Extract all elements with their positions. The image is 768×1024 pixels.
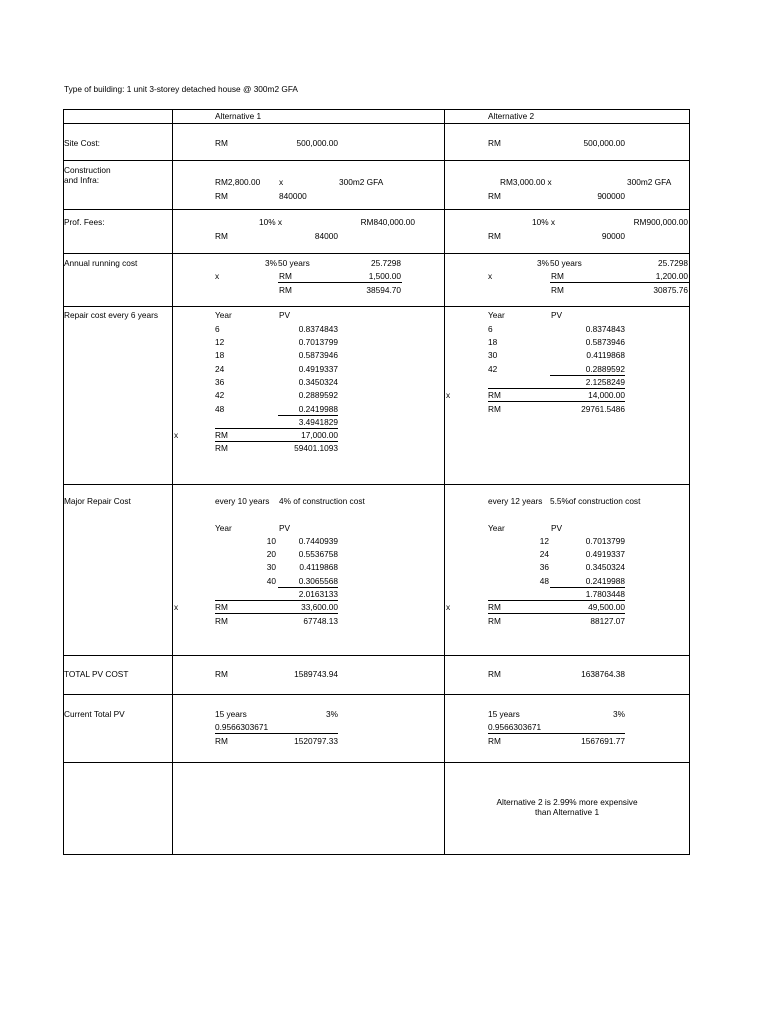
alt2-repair-amount-rm: RM	[488, 390, 501, 400]
row-label-major-repair: Major Repair Cost	[64, 496, 131, 506]
alt1-construction-rm: RM	[215, 191, 228, 201]
alt1-repair-pv: 0.2889592	[298, 390, 338, 400]
alt1-fees-pct: 10% x	[259, 217, 283, 227]
alt2-major-pv: 0.4919337	[585, 549, 625, 559]
row-divider	[63, 253, 690, 254]
alt2-fees-total: 90000	[601, 231, 625, 241]
alt2-current-rate: 3%	[613, 709, 625, 719]
alt1-repair-year: 12	[215, 337, 225, 347]
alt1-fees-base: RM840,000.00	[360, 217, 415, 227]
alt2-major-total-rm: RM	[488, 616, 501, 626]
alt2-major-pv: 0.2419988	[585, 576, 625, 586]
header-alternative-2: Alternative 2	[488, 111, 535, 121]
alt2-major-underline-2	[488, 600, 625, 601]
alt2-running-underline	[550, 282, 689, 283]
alt1-major-pv: 0.5536758	[298, 549, 338, 559]
alt1-repair-sum: 3.4941829	[298, 417, 338, 427]
alt1-repair-amount: 17,000.00	[301, 430, 338, 440]
alt2-current-years: 15 years	[488, 709, 520, 719]
row-label-site-cost: Site Cost:	[64, 138, 100, 148]
alt1-fees-rm: RM	[215, 231, 228, 241]
alt1-running-years: 50 years	[278, 258, 310, 268]
alt1-major-year: 30	[266, 562, 276, 572]
alt1-running-total-rm: RM	[279, 285, 292, 295]
alt2-site-value: 500,000.00	[583, 138, 625, 148]
alt1-running-amount: 1,500.00	[368, 271, 401, 281]
alt1-major-year-header: Year	[215, 523, 232, 533]
alt1-major-underline-2	[215, 600, 338, 601]
alt1-repair-amount-rm: RM	[215, 430, 228, 440]
alt1-repair-underline	[278, 415, 338, 416]
alt2-repair-pv-header: PV	[551, 310, 563, 320]
alt2-running-x: x	[488, 271, 493, 281]
alt1-repair-underline-2	[215, 428, 338, 429]
alt2-total-rm: RM	[488, 669, 501, 679]
column-divider	[444, 109, 445, 854]
conclusion-text-2: than Alternative 1	[534, 807, 600, 817]
alt1-repair-underline-3	[215, 441, 338, 442]
alt2-major-pv: 0.3450324	[585, 562, 625, 572]
alt2-major-year-header: Year	[488, 523, 505, 533]
alt1-repair-pv: 0.8374843	[298, 324, 338, 334]
alt2-construction-rate: RM3,000.00 x	[500, 177, 552, 187]
alt2-repair-underline-3	[488, 401, 625, 402]
alt1-major-pv: 0.3065568	[298, 576, 338, 586]
row-label-construction: Construction	[64, 165, 111, 175]
alt2-major-pv: 0.7013799	[585, 536, 625, 546]
alt2-running-total-rm: RM	[551, 285, 564, 295]
alt1-major-pv: 0.7440939	[298, 536, 338, 546]
alt2-major-x: x	[446, 602, 451, 612]
alt1-construction-rate: RM2,800.00	[215, 177, 261, 187]
alt1-major-year: 40	[266, 576, 276, 586]
alt1-repair-year-header: Year	[215, 310, 232, 320]
alt2-repair-year: 42	[488, 364, 498, 374]
alt1-running-rm: RM	[279, 271, 292, 281]
alt1-construction-x: x	[279, 177, 284, 187]
alt2-repair-pv: 0.4119868	[586, 350, 625, 360]
alt2-repair-year: 6	[488, 324, 493, 334]
alt2-major-amount-rm: RM	[488, 602, 501, 612]
alt1-running-underline	[278, 282, 402, 283]
alt1-repair-pv: 0.4919337	[298, 364, 338, 374]
alt1-running-x: x	[215, 271, 220, 281]
alt2-repair-pv: 0.2889592	[585, 364, 625, 374]
row-label-prof-fees: Prof. Fees:	[64, 217, 105, 227]
alt2-construction-total: 900000	[597, 191, 625, 201]
alt1-current-total: 1520797.33	[294, 736, 338, 746]
alt1-major-year: 20	[266, 549, 276, 559]
alt2-running-total: 30875.76	[653, 285, 688, 295]
alt2-site-rm: RM	[488, 138, 501, 148]
page-title: Type of building: 1 unit 3-storey detached house @ 300m2 GFA	[64, 84, 298, 94]
alt1-repair-year: 48	[215, 404, 225, 414]
alt1-major-pv: 0.4119868	[299, 562, 338, 572]
row-label-annual-running: Annual running cost	[64, 258, 138, 268]
alt1-major-underline-3	[215, 613, 338, 614]
alt1-major-underline	[278, 587, 338, 588]
alt2-repair-year: 30	[488, 350, 498, 360]
alt2-fees-pct: 10% x	[532, 217, 556, 227]
alt2-total-pv: 1638764.38	[581, 669, 625, 679]
alt2-major-year: 36	[539, 562, 549, 572]
alt2-running-years: 50 years	[550, 258, 582, 268]
alt1-construction-total: 840000	[279, 191, 307, 201]
alt1-major-pv-header: PV	[279, 523, 291, 533]
alt1-repair-year: 6	[215, 324, 220, 334]
alt1-current-years: 15 years	[215, 709, 247, 719]
alt2-major-total: 88127.07	[590, 616, 625, 626]
table-border-right	[689, 109, 690, 854]
alt1-current-rate: 3%	[326, 709, 338, 719]
alt1-repair-pv: 0.7013799	[298, 337, 338, 347]
row-divider	[63, 123, 690, 124]
alt2-major-year: 12	[539, 536, 549, 546]
row-label-construction-2: and Infra:	[64, 175, 100, 185]
alt1-repair-pv-header: PV	[279, 310, 291, 320]
row-divider	[63, 762, 690, 763]
alt1-repair-year: 24	[215, 364, 225, 374]
alt2-fees-rm: RM	[488, 231, 501, 241]
alt2-major-amount: 49,500.00	[588, 602, 625, 612]
alt1-repair-total-rm: RM	[215, 443, 228, 453]
row-divider	[63, 209, 690, 210]
alt1-repair-pv: 0.3450324	[298, 377, 338, 387]
alt2-repair-sum: 2.1258249	[585, 377, 625, 387]
alt1-major-total-rm: RM	[215, 616, 228, 626]
alt1-major-amount-rm: RM	[215, 602, 228, 612]
alt1-current-rm: RM	[215, 736, 228, 746]
row-divider	[63, 306, 690, 307]
alt1-total-pv: 1589743.94	[294, 669, 338, 679]
alt2-repair-pv: 0.5873946	[585, 337, 625, 347]
column-divider	[172, 109, 173, 854]
alt1-repair-year: 42	[215, 390, 225, 400]
alt1-repair-pv: 0.2419988	[298, 404, 338, 414]
alt2-fees-base: RM900,000.00	[633, 217, 688, 227]
alt1-running-rate: 3%	[265, 258, 277, 268]
row-divider	[63, 694, 690, 695]
alt2-current-total: 1567691.77	[581, 736, 625, 746]
row-divider	[63, 484, 690, 485]
alt2-repair-year: 18	[488, 337, 498, 347]
alt1-fees-total: 84000	[314, 231, 338, 241]
alt2-major-underline	[550, 587, 625, 588]
alt1-repair-year: 36	[215, 377, 225, 387]
alt1-construction-area: 300m2 GFA	[339, 177, 384, 187]
alt2-major-sum: 1.7803448	[585, 589, 625, 599]
alt1-repair-total: 59401.1093	[294, 443, 338, 453]
alt2-repair-underline-2	[488, 388, 625, 389]
row-label-current-total-pv: Current Total PV	[64, 709, 125, 719]
alt2-major-underline-3	[488, 613, 625, 614]
alt1-repair-pv: 0.5873946	[298, 350, 338, 360]
alt1-major-sum: 2.0163133	[298, 589, 338, 599]
alt1-running-total: 38594.70	[366, 285, 401, 295]
alt1-repair-year: 18	[215, 350, 225, 360]
alt2-repair-pv: 0.8374843	[585, 324, 625, 334]
alt1-major-frequency: every 10 years	[215, 496, 270, 506]
row-divider	[63, 655, 690, 656]
alt1-site-value: 500,000.00	[296, 138, 338, 148]
alt1-current-underline	[215, 733, 338, 734]
conclusion-text: Alternative 2 is 2.99% more expensive	[496, 797, 638, 807]
alt1-major-percent: 4% of construction cost	[279, 496, 365, 506]
alt2-repair-total-rm: RM	[488, 404, 501, 414]
alt2-running-factor: 25.7298	[658, 258, 688, 268]
row-label-total-pv: TOTAL PV COST	[64, 669, 129, 679]
alt2-major-pv-header: PV	[551, 523, 563, 533]
alt2-running-amount: 1,200.00	[655, 271, 688, 281]
alt2-repair-underline	[550, 375, 625, 376]
row-divider	[63, 160, 690, 161]
alt2-repair-year-header: Year	[488, 310, 505, 320]
alt2-major-percent: 5.5%of construction cost	[550, 496, 641, 506]
alt2-construction-rm: RM	[488, 191, 501, 201]
alt1-current-factor: 0.9566303671	[215, 722, 269, 732]
table-border-bottom	[63, 854, 690, 855]
table-border-top	[63, 109, 690, 110]
alt2-construction-area: 300m2 GFA	[627, 177, 672, 187]
alt2-major-year: 48	[539, 576, 549, 586]
alt2-repair-total: 29761.5486	[581, 404, 625, 414]
alt2-repair-x: x	[446, 390, 451, 400]
header-alternative-1: Alternative 1	[215, 111, 262, 121]
alt1-major-x: x	[174, 602, 179, 612]
alt2-major-frequency: every 12 years	[488, 496, 543, 506]
alt1-site-rm: RM	[215, 138, 228, 148]
row-label-repair-cost: Repair cost every 6 years	[64, 310, 159, 320]
alt2-current-factor: 0.9566303671	[488, 722, 542, 732]
alt1-repair-x: x	[174, 430, 179, 440]
alt2-running-rm: RM	[551, 271, 564, 281]
alt1-running-factor: 25.7298	[371, 258, 401, 268]
alt1-major-total: 67748.13	[303, 616, 338, 626]
alt1-major-amount: 33,600.00	[301, 602, 338, 612]
alt2-running-rate: 3%	[537, 258, 549, 268]
alt2-current-underline	[488, 733, 625, 734]
alt1-major-year: 10	[266, 536, 276, 546]
alt2-repair-amount: 14,000.00	[588, 390, 625, 400]
alt2-current-rm: RM	[488, 736, 501, 746]
alt2-major-year: 24	[539, 549, 549, 559]
alt1-total-rm: RM	[215, 669, 228, 679]
